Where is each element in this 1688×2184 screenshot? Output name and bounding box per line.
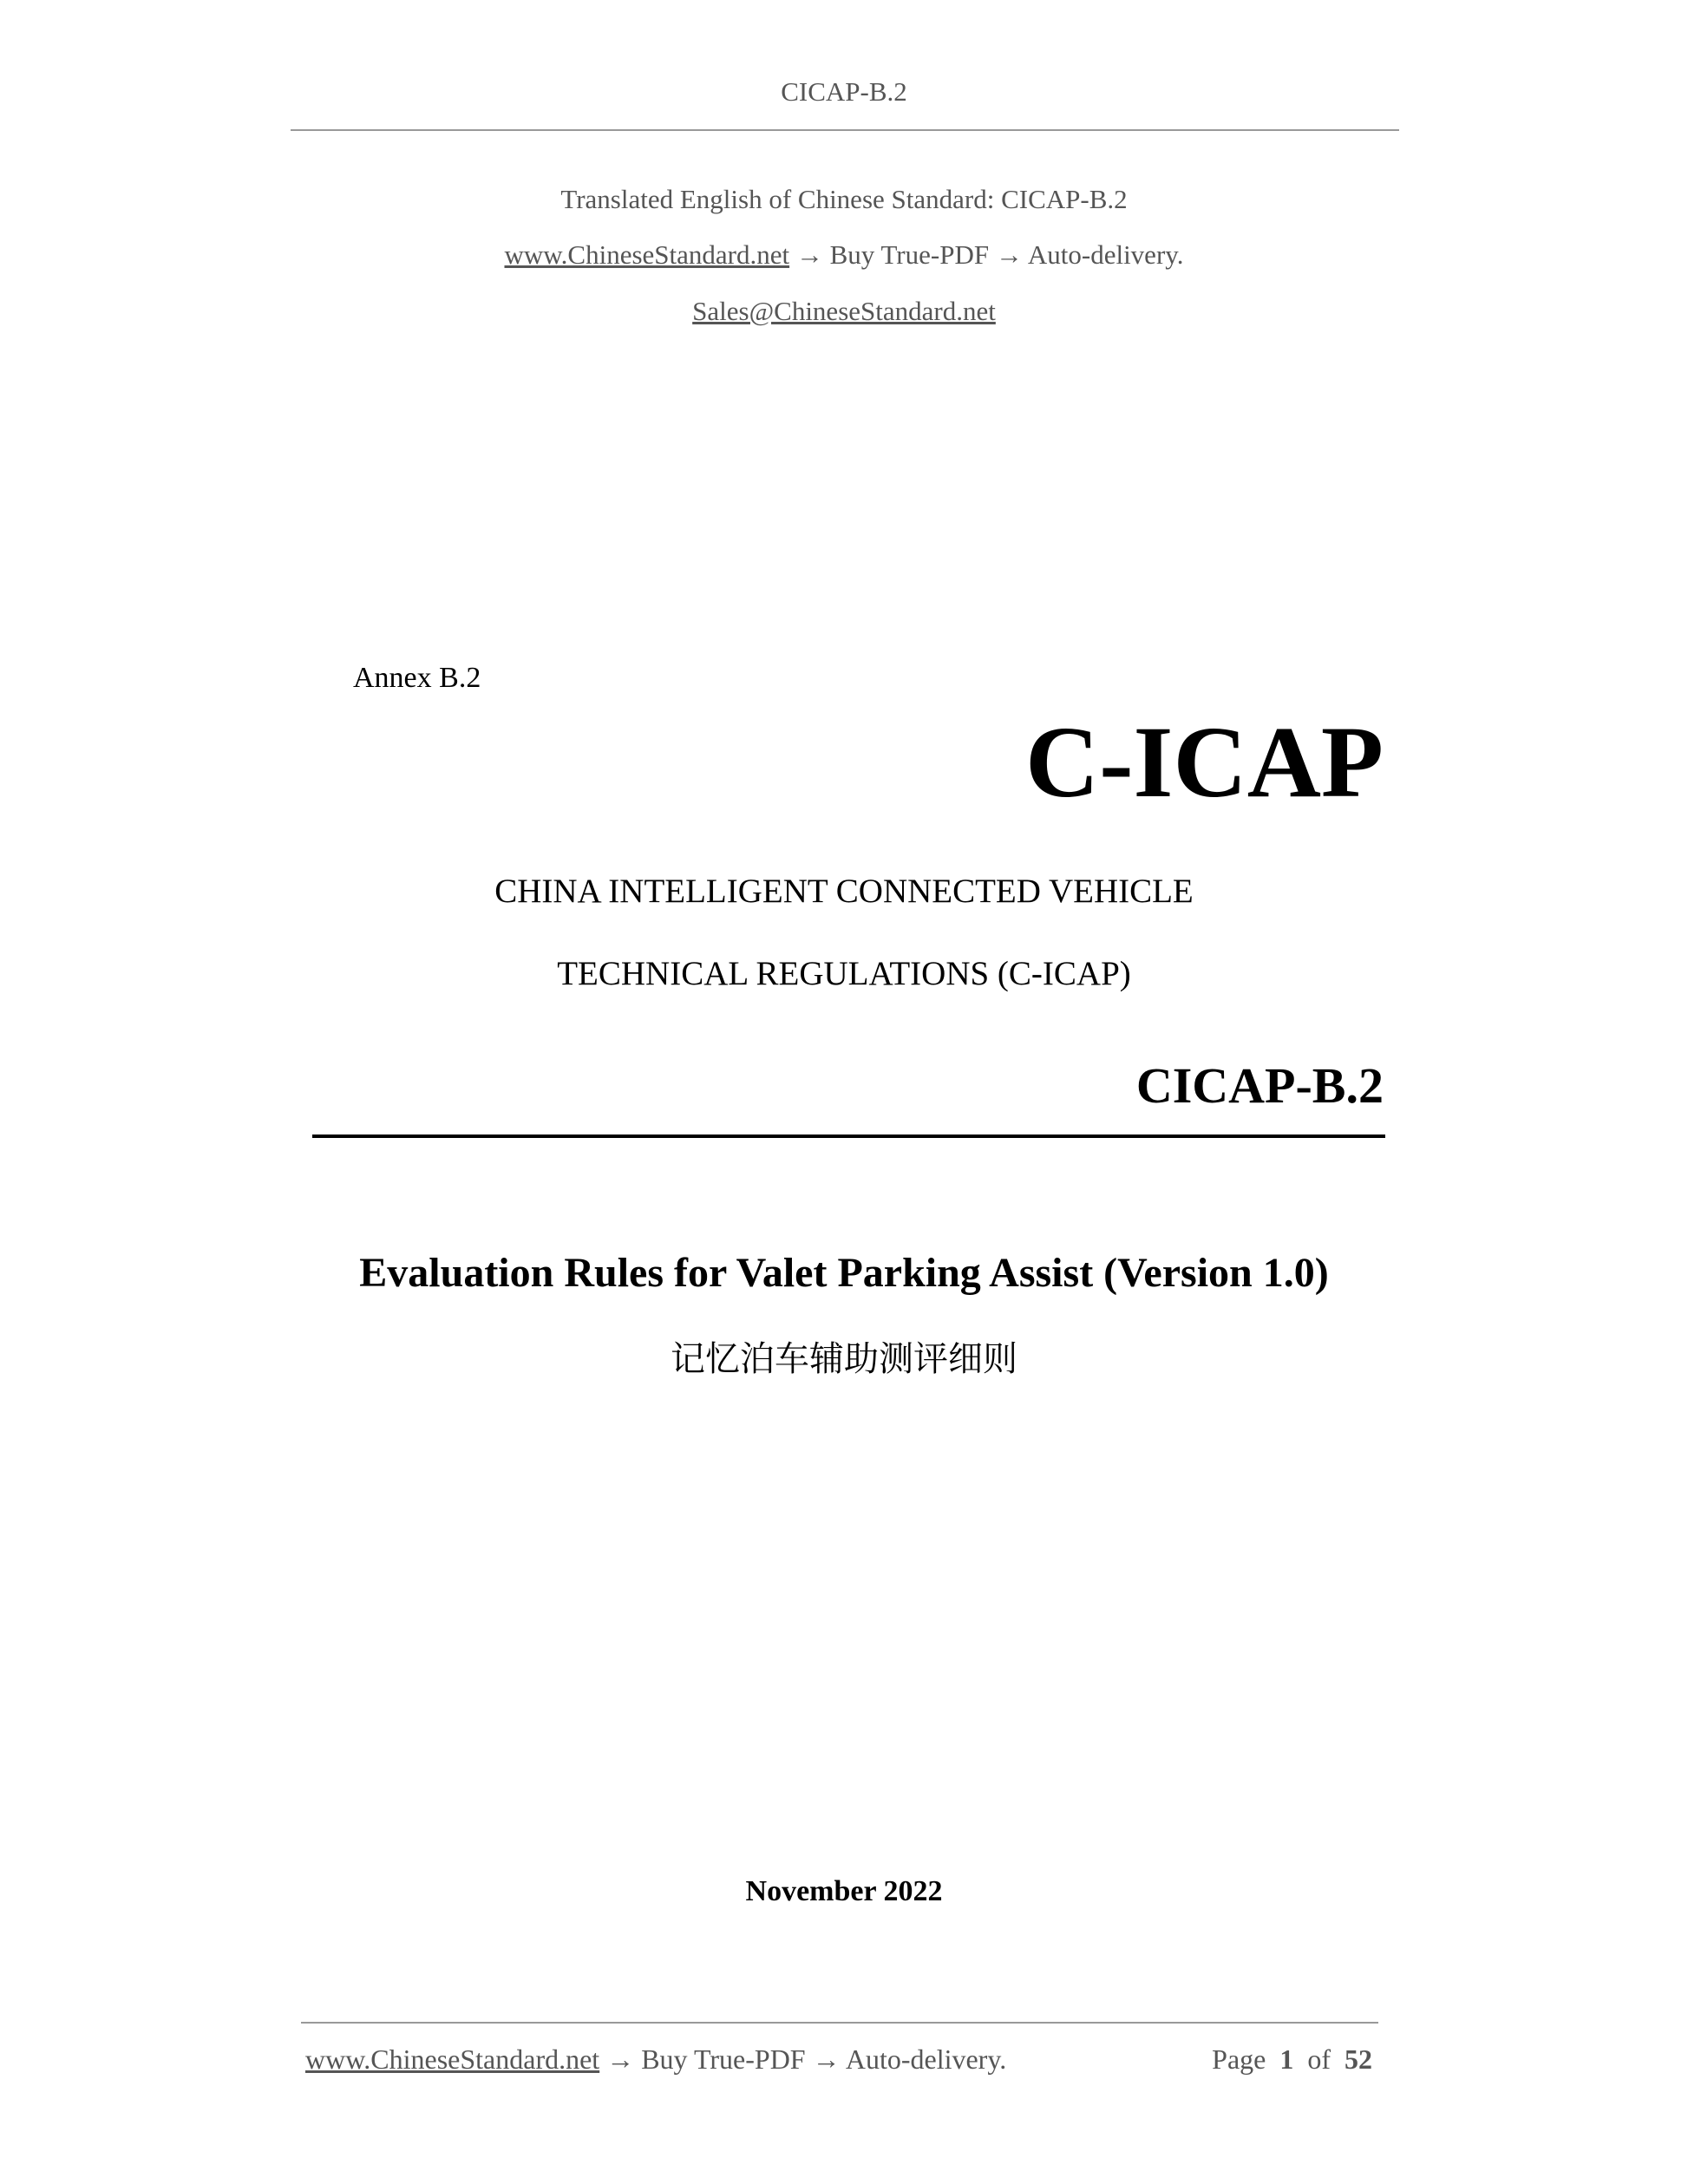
header-divider: [291, 129, 1399, 131]
org-line-2: TECHNICAL REGULATIONS (C-ICAP): [557, 955, 1131, 992]
title-divider: [312, 1135, 1385, 1138]
footer-site-link[interactable]: www.ChineseStandard.net: [305, 2043, 600, 2075]
publication-date: November 2022: [745, 1875, 943, 1907]
footer-buy-text: → Buy True-PDF → Auto-delivery.: [599, 2043, 1007, 2075]
page-label: Page: [1212, 2043, 1266, 2075]
annex-label: Annex B.2: [353, 662, 481, 694]
logo-title: C-ICAP: [1025, 705, 1384, 819]
page-current: 1: [1279, 2043, 1294, 2075]
footer-divider: [301, 2022, 1378, 2024]
footer-buy-line: [305, 2043, 1006, 2076]
site-link[interactable]: www.ChineseStandard.net: [504, 239, 790, 270]
org-line-1: CHINA INTELLIGENT CONNECTED VEHICLE: [494, 873, 1194, 910]
page-indicator: [1212, 2043, 1372, 2076]
document-title: Evaluation Rules for Valet Parking Assist (Version 1.0): [359, 1250, 1329, 1296]
of-label: of: [1307, 2043, 1331, 2075]
email-link[interactable]: Sales@ChineseStandard.net: [692, 296, 996, 326]
document-title-chinese: 记忆泊车辅助测评细则: [671, 1339, 1017, 1379]
buy-text: → Buy True-PDF → Auto-delivery.: [789, 239, 1184, 270]
buy-line: [0, 239, 1688, 271]
page-total: 52: [1345, 2043, 1372, 2075]
email-line: [0, 296, 1688, 327]
standard-code: CICAP-B.2: [1135, 1057, 1384, 1114]
translated-line: Translated English of Chinese Standard: CICAP-B.2: [560, 184, 1128, 214]
running-header: CICAP-B.2: [781, 76, 907, 107]
